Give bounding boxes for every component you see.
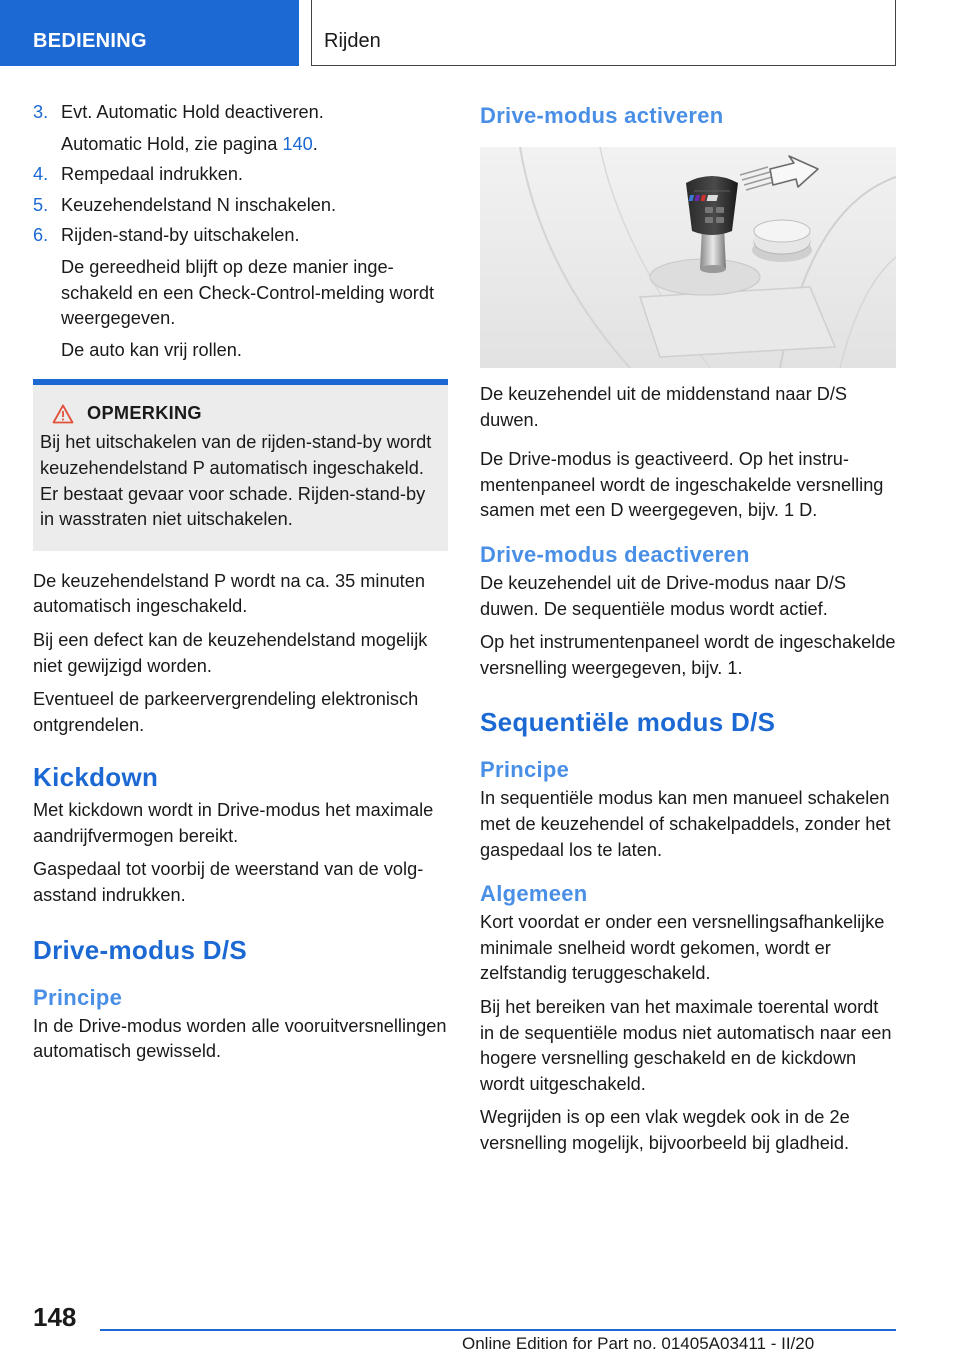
note-header xyxy=(40,403,440,424)
section-heading-kickdown: Kickdown xyxy=(33,762,159,793)
warning-triangle-icon xyxy=(52,404,74,424)
step-number: 3. xyxy=(33,102,49,122)
step-subtext: De auto kan vrij rollen. xyxy=(61,339,242,360)
chapter-box xyxy=(311,0,896,66)
sub-heading-general: Algemeen xyxy=(480,881,588,907)
sub-heading-principle: Principe xyxy=(480,757,570,783)
step-text: Keuzehendelstand N inschakelen. xyxy=(61,194,337,215)
paragraph: Kort voordat er onder een versnellingsafhankelijke minimale snelheid wordt gekomen, wordt er zelfstandig teruggeschakeld. xyxy=(480,912,885,984)
paragraph: In de Drive-modus worden alle vooruitversnellingen automatisch gewisseld. xyxy=(33,1015,447,1062)
note-title: OPMERKING xyxy=(87,403,202,424)
paragraph: Gaspedaal tot voorbij de weerstand van de volgasstand indrukken. xyxy=(33,859,424,906)
right-column xyxy=(480,100,896,1164)
paragraph: Bij het bereiken van het maximale toerental wordt in de sequentiële modus niet automatisch naar een hogere versnelling geschakeld en de kickdown wordt uitgeschakeld. xyxy=(480,996,892,1094)
paragraph: Met kickdown wordt in Drive-modus het maximale aandrijfvermogen bereikt. xyxy=(33,800,434,846)
paragraph: De keuzehendel uit de Drive-modus naar D/S duwen. De sequentiële modus wordt actief. xyxy=(480,572,846,619)
page-header xyxy=(0,0,960,66)
paragraph: Op het instrumentenpaneel wordt de ingeschakelde versnelling weergegeven, bijv. 1. xyxy=(480,632,896,678)
step-subtext: De gereedheid blijft op deze manier ingeschakeld en een Check-Control-melding wordt weergegeven. xyxy=(61,256,435,329)
step-number: 4. xyxy=(33,164,49,185)
sub-heading-drive-activate: Drive-modus activeren xyxy=(480,103,724,128)
paragraph: In sequentiële modus kan men manueel schakelen met de keuzehendel of schakelpaddels, zonder het gaspedaal los te laten. xyxy=(480,788,891,860)
paragraph: De Drive-modus is geactiveerd. Op het instrumentenpaneel wordt de ingeschakelde versnelling samen met een D weergegeven, bijv. 1 D. xyxy=(480,449,884,521)
edition-text: Online Edition for Part no. 01405A03411 - II/20 xyxy=(462,1334,815,1353)
step-number: 5. xyxy=(33,194,49,215)
paragraph: Bij een defect kan de keuzehendelstand mogelijk niet gewijzigd worden. xyxy=(33,629,428,676)
step-text: Evt. Automatic Hold deactiveren. xyxy=(61,102,324,122)
note-box xyxy=(33,379,448,550)
step-item xyxy=(33,193,448,219)
step-item xyxy=(33,100,448,157)
gear-selector-drawing xyxy=(480,147,896,368)
step-text: Rempedaal indrukken. xyxy=(61,164,243,185)
section-heading-drive-mode: Drive-modus D/S xyxy=(33,934,247,965)
step-subtext: Automatic Hold, zie pagina 140. xyxy=(61,133,318,154)
gear-selector-illustration xyxy=(480,147,896,368)
section-tab: BEDIENING xyxy=(0,0,299,66)
step-number: 6. xyxy=(33,225,49,246)
step-text: Rijden-stand-by uitschakelen. xyxy=(61,225,300,246)
section-heading-sequential: Sequentiële modus D/S xyxy=(480,707,776,738)
left-column xyxy=(33,100,448,1073)
sub-heading-principle: Principe xyxy=(33,984,123,1010)
step-item xyxy=(33,223,448,363)
chapter-title: Rijden xyxy=(324,30,381,52)
paragraph: Wegrijden is op een vlak wegdek ook in de 2e versnelling mogelijk, bijvoorbeeld bij gladheid. xyxy=(480,1107,850,1153)
step-item xyxy=(33,162,448,188)
note-text: Bij het uitschakelen van de rijden-stand-by wordt keuzehendelstand P automatisch ingeschakeld. Er bestaat gevaar voor schade. Rijden-stand-by in wasstraten niet uitschakelen. xyxy=(40,432,432,530)
sub-heading-drive-deactivate: Drive-modus deactiveren xyxy=(480,541,750,567)
page-number: 148 xyxy=(33,1302,77,1332)
paragraph: De keuzehendel uit de middenstand naar D/S duwen. xyxy=(480,384,848,430)
paragraph: Eventueel de parkeervergrendeling elektronisch ontgrendelen. xyxy=(33,689,419,735)
footer-divider xyxy=(100,1329,896,1331)
paragraph: De keuzehendelstand P wordt na ca. 35 minuten automatisch ingeschakeld. xyxy=(33,570,425,617)
page-link[interactable]: 140 xyxy=(282,133,313,154)
